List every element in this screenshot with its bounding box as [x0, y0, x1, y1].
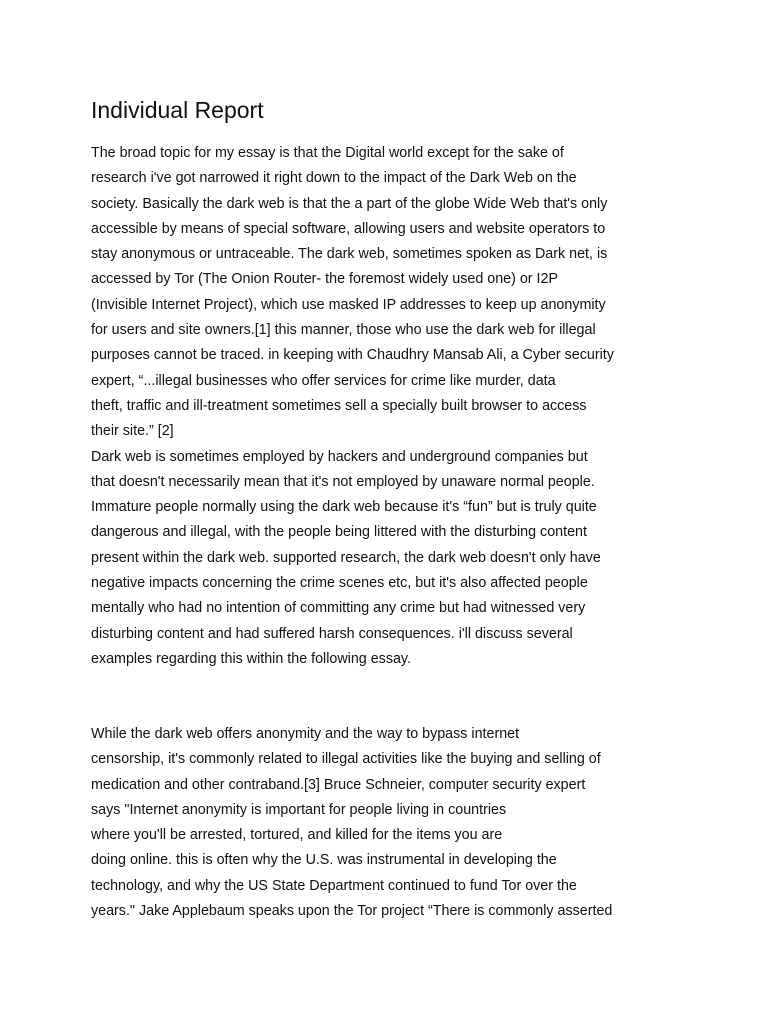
text-line: for users and site owners.[1] this manner, those who use the dark web for illegal [91, 322, 596, 339]
document-title: Individual Report [91, 97, 264, 123]
text-line: years." Jake Applebaum speaks upon the Tor project “There is commonly asserted [91, 903, 613, 920]
text-line: says "Internet anonymity is important for people living in countries [91, 801, 507, 818]
text-line: examples regarding this within the following essay. [91, 650, 411, 667]
text-line: where you'll be arrested, tortured, and killed for the items you are [91, 827, 503, 844]
text-line: purposes cannot be traced. in keeping with Chaudhry Mansab Ali, a Cyber security [91, 347, 614, 364]
text-line: medication and other contraband.[3] Bruce Schneier, computer security expert [91, 776, 586, 793]
text-line: mentally who had no intention of committing any crime but had witnessed very [91, 600, 586, 617]
text-line: negative impacts concerning the crime scenes etc, but it's also affected people [91, 575, 588, 592]
text-line: expert, “...illegal businesses who offer services for crime like murder, data [91, 372, 556, 389]
text-line: accessible by means of special software, allowing users and website operators to [91, 220, 606, 237]
text-line: their site.” [2] [91, 423, 174, 440]
text-line: theft, traffic and ill-treatment sometimes sell a specially built browser to access [91, 397, 587, 414]
text-line: that doesn't necessarily mean that it's not employed by unaware normal people. [91, 473, 595, 490]
paragraph-intro [91, 141, 614, 672]
text-line: disturbing content and had suffered harsh consequences. i'll discuss several [91, 625, 573, 642]
text-line: Dark web is sometimes employed by hackers and underground companies but [91, 448, 588, 465]
text-line: While the dark web offers anonymity and the way to bypass internet [91, 726, 520, 742]
text-line: dangerous and illegal, with the people being littered with the disturbing content [91, 524, 587, 541]
text-line: censorship, it's commonly related to illegal activities like the buying and selling of [91, 751, 601, 768]
text-line: research i've got narrowed it right down to the impact of the Dark Web on the [91, 170, 577, 187]
text-line: present within the dark web. supported research, the dark web doesn't only have [91, 549, 601, 566]
text-line: The broad topic for my essay is that the Digital world except for the sake of [91, 145, 564, 161]
text-line: accessed by Tor (The Onion Router- the foremost widely used one) or I2P [91, 271, 558, 288]
text-line: society. Basically the dark web is that the a part of the globe Wide Web that's only [91, 195, 608, 212]
text-line: stay anonymous or untraceable. The dark web, sometimes spoken as Dark net, is [91, 246, 608, 263]
text-line: doing online. this is often why the U.S. was instrumental in developing the [91, 852, 557, 869]
text-line: Immature people normally using the dark web because it's “fun” but is truly quite [91, 499, 597, 516]
text-line: (Invisible Internet Project), which use masked IP addresses to keep up anonymity [91, 296, 606, 313]
text-line: technology, and why the US State Department continued to fund Tor over the [91, 877, 577, 894]
paragraph-anonymity [91, 722, 612, 924]
